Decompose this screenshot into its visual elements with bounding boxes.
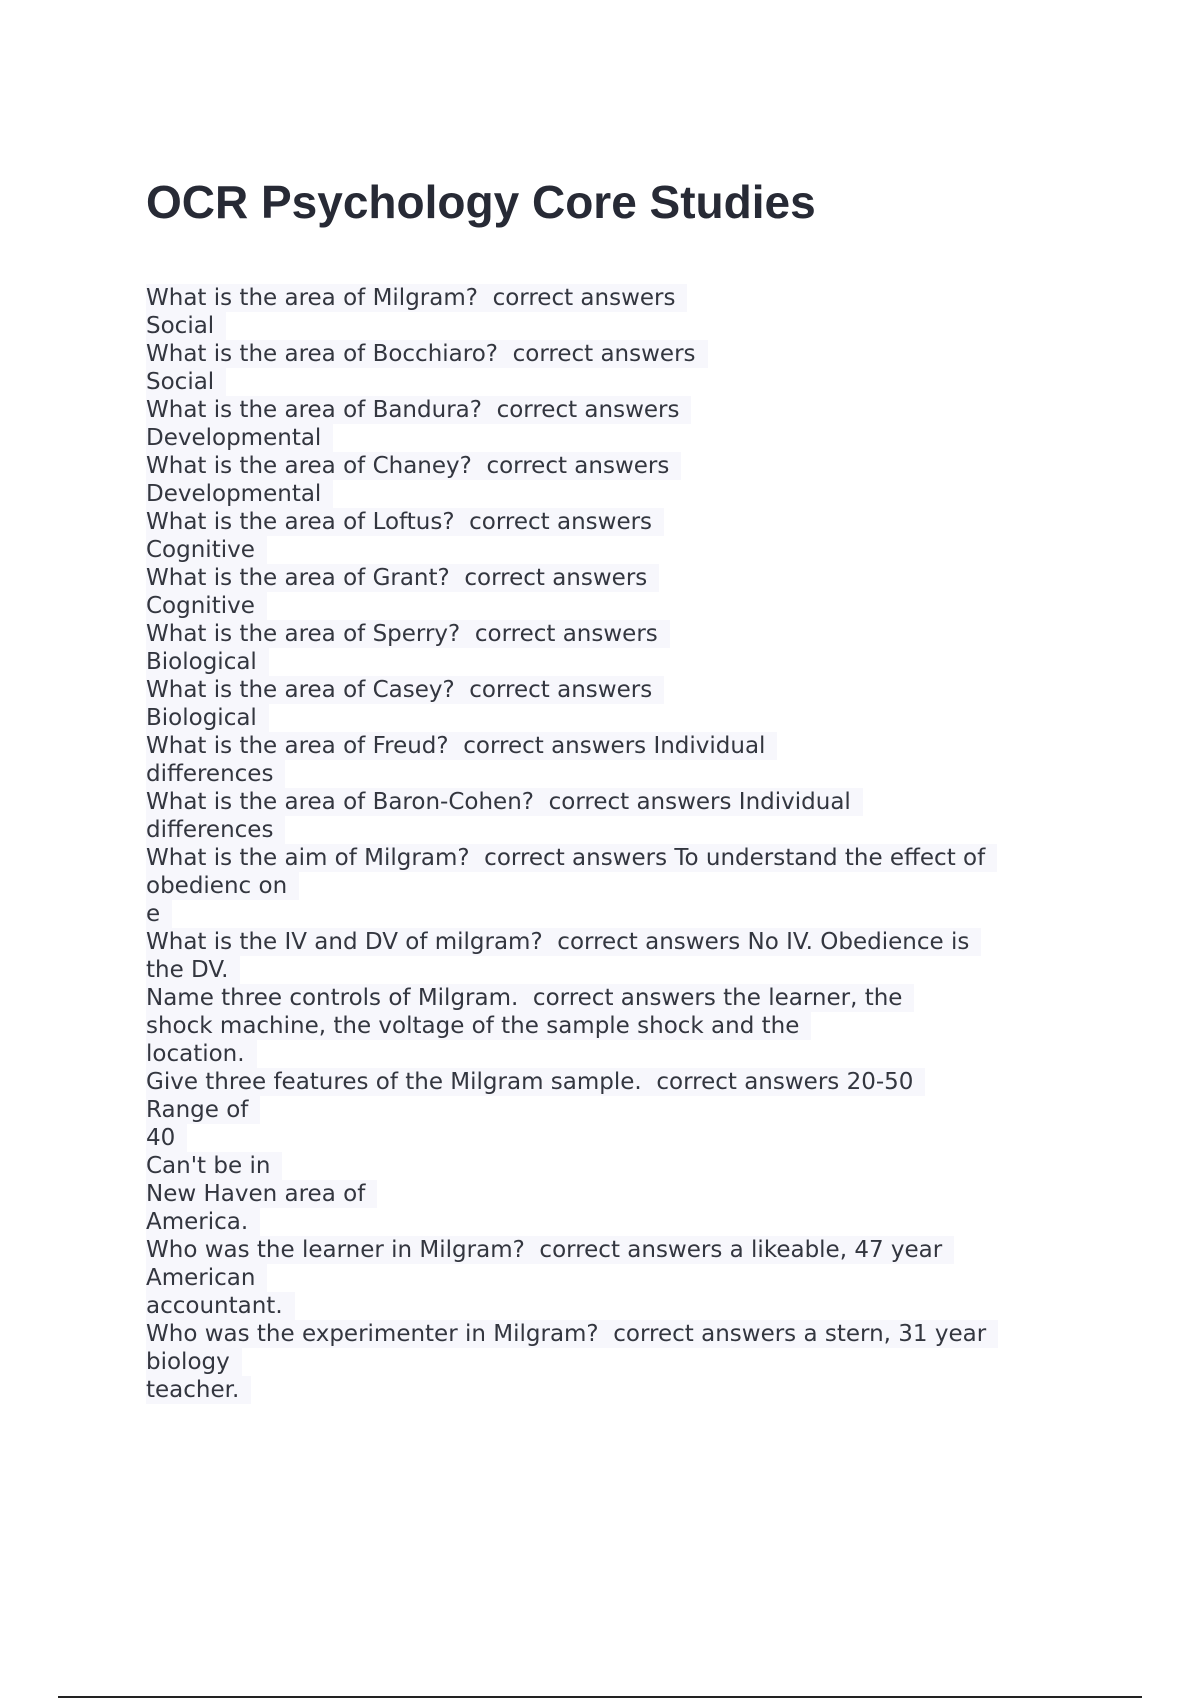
text-line: Cognitive (146, 592, 267, 620)
text-line: What is the area of Chaney? correct answers (146, 452, 681, 480)
text-line: What is the area of Casey? correct answers (146, 676, 664, 704)
text-line: America. (146, 1208, 260, 1236)
text-line: Biological (146, 648, 269, 676)
text-line: accountant. (146, 1292, 295, 1320)
text-line: Can't be in (146, 1152, 282, 1180)
text-line: What is the aim of Milgram? correct answers To understand the effect of (146, 844, 997, 872)
text-line: What is the area of Grant? correct answers (146, 564, 659, 592)
text-line: Who was the experimenter in Milgram? correct answers a stern, 31 year (146, 1320, 998, 1348)
text-line: What is the IV and DV of milgram? correct answers No IV. Obedience is (146, 928, 981, 956)
text-line: Developmental (146, 480, 333, 508)
text-line: teacher. (146, 1376, 251, 1404)
text-line: Developmental (146, 424, 333, 452)
text-line: differences (146, 760, 285, 788)
text-line: What is the area of Sperry? correct answers (146, 620, 670, 648)
text-line: Biological (146, 704, 269, 732)
document-title: OCR Psychology Core Studies (146, 176, 816, 228)
text-line: Who was the learner in Milgram? correct answers a likeable, 47 year (146, 1236, 954, 1264)
text-line: What is the area of Loftus? correct answers (146, 508, 664, 536)
text-line: 40 (146, 1124, 187, 1152)
text-line: What is the area of Baron-Cohen? correct answers Individual (146, 788, 863, 816)
text-line: location. (146, 1040, 257, 1068)
text-line: New Haven area of (146, 1180, 377, 1208)
text-line: Name three controls of Milgram. correct answers the learner, the (146, 984, 914, 1012)
text-line: obedienc on (146, 872, 299, 900)
text-line: Range of (146, 1096, 260, 1124)
text-line: biology (146, 1348, 242, 1376)
text-line: Give three features of the Milgram sample. correct answers 20-50 (146, 1068, 925, 1096)
text-line: What is the area of Freud? correct answers Individual (146, 732, 777, 760)
footer-divider (58, 1696, 1142, 1698)
text-line: differences (146, 816, 285, 844)
text-line: the DV. (146, 956, 240, 984)
text-line: What is the area of Milgram? correct answers (146, 284, 687, 312)
text-line: e (146, 900, 172, 928)
text-line: Social (146, 368, 226, 396)
text-line: What is the area of Bocchiaro? correct answers (146, 340, 708, 368)
flashcard-text-body (146, 284, 1066, 1404)
text-line: Cognitive (146, 536, 267, 564)
text-line: shock machine, the voltage of the sample shock and the (146, 1012, 811, 1040)
text-line: Social (146, 312, 226, 340)
text-line: American (146, 1264, 267, 1292)
text-line: What is the area of Bandura? correct answers (146, 396, 691, 424)
